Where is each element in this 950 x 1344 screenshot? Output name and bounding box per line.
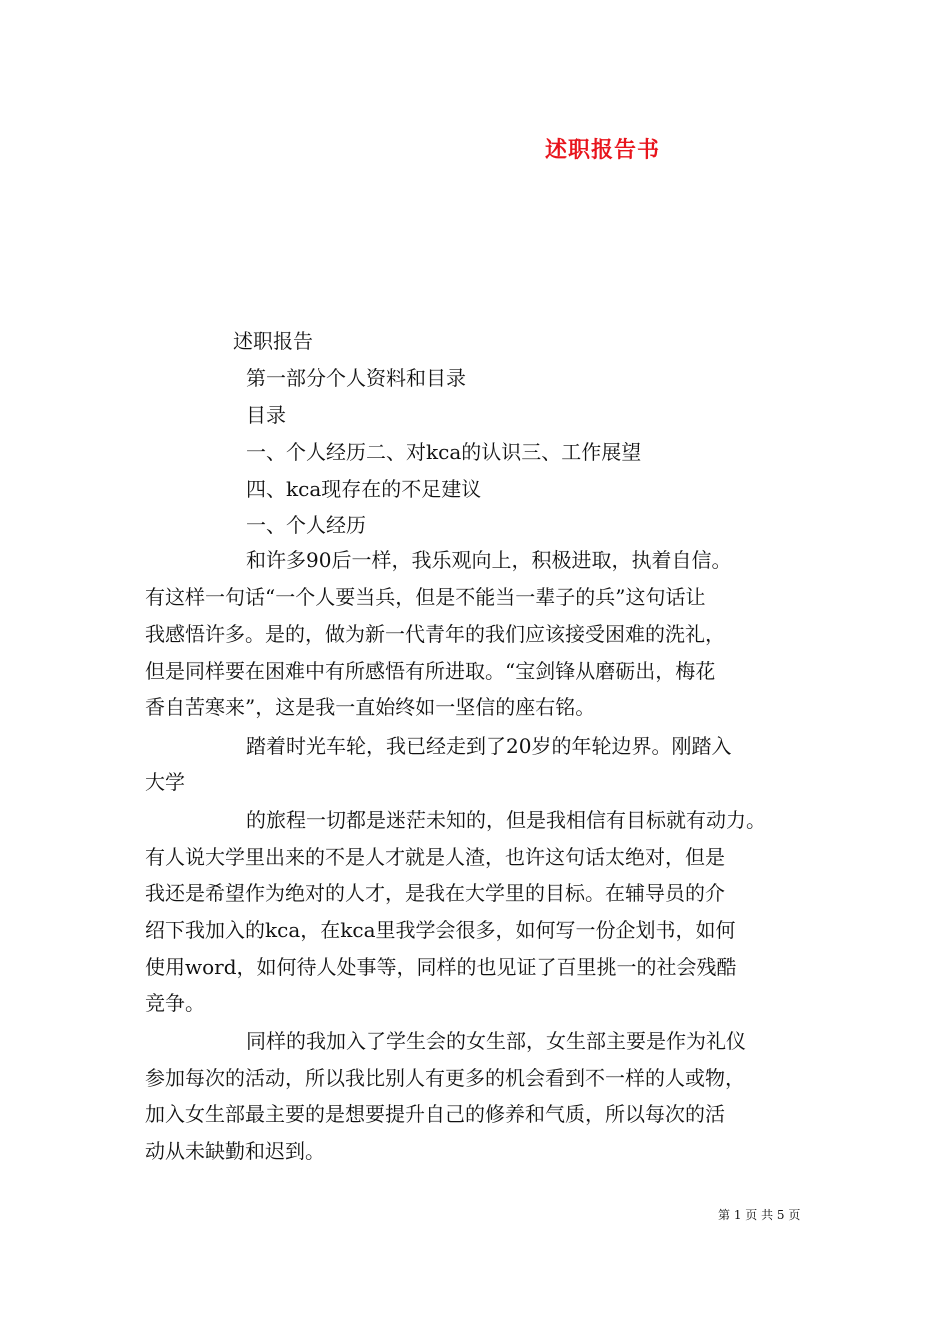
report-heading: 述职报告 — [233, 329, 313, 353]
paragraph-line: 参加每次的活动，所以我比别人有更多的机会看到不一样的人或物， — [145, 1066, 745, 1090]
paragraph-line: 香自苦寒来”，这是我一直始终如一坚信的座右铭。 — [145, 695, 596, 719]
section-heading-experience: 一、个人经历 — [246, 513, 366, 537]
paragraph-line: 有这样一句话“一个人要当兵，但是不能当一辈子的兵”这句话让 — [145, 585, 706, 609]
paragraph-line: 我感悟许多。是的，做为新一代青年的我们应该接受困难的洗礼， — [145, 622, 725, 646]
toc-line-2: 四、kca现存在的不足建议 — [246, 477, 482, 501]
paragraph-line: 大学 — [145, 770, 185, 794]
paragraph-line: 使用word，如何待人处事等，同样的也见证了百里挑一的社会残酷 — [145, 955, 737, 979]
section-heading-part-one: 第一部分个人资料和目录 — [246, 366, 466, 390]
toc-line-1: 一、个人经历二、对kca的认识三、工作展望 — [246, 440, 642, 464]
paragraph-line: 绍下我加入的kca，在kca里我学会很多，如何写一份企划书，如何 — [145, 918, 736, 942]
paragraph-line: 踏着时光车轮，我已经走到了20岁的年轮边界。刚踏入 — [246, 734, 732, 758]
document-title: 述职报告书 — [545, 137, 661, 163]
paragraph-line: 同样的我加入了学生会的女生部，女生部主要是作为礼仪 — [246, 1029, 746, 1053]
paragraph-line: 有人说大学里出来的不是人才就是人渣，也许这句话太绝对，但是 — [145, 845, 725, 869]
paragraph-line: 的旅程一切都是迷茫未知的，但是我相信有目标就有动力。 — [246, 808, 766, 832]
paragraph-line: 我还是希望作为绝对的人才，是我在大学里的目标。在辅导员的介 — [145, 881, 725, 905]
paragraph-line: 竞争。 — [145, 991, 205, 1015]
toc-heading: 目录 — [246, 403, 286, 427]
paragraph-line: 动从未缺勤和迟到。 — [145, 1139, 325, 1163]
paragraph-line: 加入女生部最主要的是想要提升自己的修养和气质，所以每次的活 — [145, 1102, 725, 1126]
paragraph-line: 但是同样要在困难中有所感悟有所进取。“宝剑锋从磨砺出，梅花 — [145, 659, 716, 683]
paragraph-line: 和许多90后一样，我乐观向上，积极进取，执着自信。 — [246, 548, 732, 572]
page-number-footer: 第 1 页 共 5 页 — [718, 1208, 801, 1222]
